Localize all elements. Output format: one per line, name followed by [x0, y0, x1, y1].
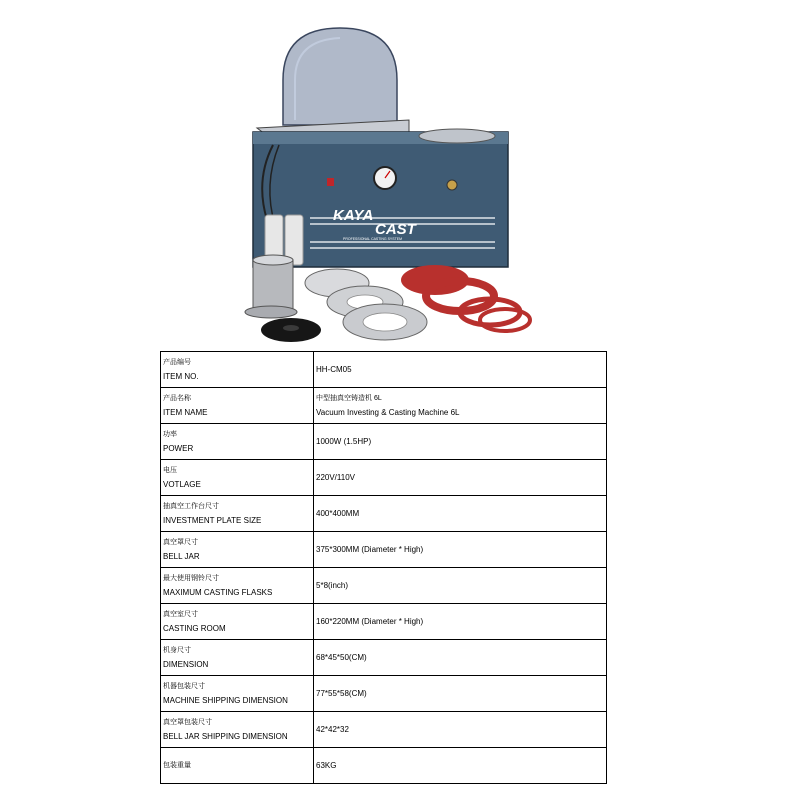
- bell-jar: [283, 28, 397, 125]
- spec-value: 220V/110V: [316, 472, 355, 482]
- spec-label-cn: 最大使用钢铃尺寸: [163, 574, 219, 582]
- spec-label-cell: [161, 604, 314, 640]
- spec-value-cell: [314, 748, 607, 784]
- table-row: [161, 532, 607, 568]
- spec-value-cn: 中型抽真空铸造机 6L: [316, 394, 382, 402]
- brand-line1: KAYA: [333, 207, 374, 224]
- spec-label-cell: [161, 424, 314, 460]
- table-row: [161, 676, 607, 712]
- spec-value-cell: [314, 352, 607, 388]
- product-photo: [225, 20, 545, 350]
- spec-value-cell: [314, 568, 607, 604]
- spec-label-en: ITEM NO.: [163, 371, 199, 381]
- spec-value: 77*55*58(CM): [316, 688, 367, 698]
- spec-label-cn: 产品编号: [163, 358, 191, 366]
- spec-label-en: ITEM NAME: [163, 407, 208, 417]
- table-row: [161, 712, 607, 748]
- spec-value: 68*45*50(CM): [316, 652, 367, 662]
- spec-value: 400*400MM: [316, 508, 360, 518]
- spec-label-cn: 功率: [163, 430, 177, 438]
- table-row: [161, 496, 607, 532]
- table-row: [161, 640, 607, 676]
- spec-label-en: MAXIMUM CASTING FLASKS: [163, 587, 273, 597]
- spec-label-cn: 真空罩尺寸: [163, 538, 198, 546]
- spec-value: 375*300MM (Diameter * High): [316, 544, 424, 554]
- table-row: [161, 460, 607, 496]
- table-row: [161, 568, 607, 604]
- red-gasket-4: [480, 309, 530, 331]
- spec-value-cell: [314, 496, 607, 532]
- spec-value-cell: [314, 460, 607, 496]
- spec-label-cn: 机器包装尺寸: [163, 682, 205, 690]
- spec-label-cn: 抽真空工作台尺寸: [163, 502, 219, 510]
- spec-value-cell: [314, 388, 607, 424]
- brand-subtitle: PROFESSIONAL CASTING SYSTEM: [343, 237, 402, 241]
- spec-label-cn: 电压: [163, 466, 177, 474]
- table-row: [161, 424, 607, 460]
- table-row: [161, 388, 607, 424]
- spec-value: 63KG: [316, 760, 337, 770]
- spec-value-cell: [314, 424, 607, 460]
- table-row: [161, 352, 607, 388]
- spec-label-en: BELL JAR SHIPPING DIMENSION: [163, 731, 288, 741]
- spec-label-cell: [161, 748, 314, 784]
- spec-label-cn: 产品名称: [163, 394, 191, 402]
- spec-label-cell: [161, 568, 314, 604]
- power-switch: [327, 178, 334, 186]
- table-row: [161, 748, 607, 784]
- spec-value-cell: [314, 712, 607, 748]
- spec-label-cn: 真空罩包装尺寸: [163, 718, 212, 726]
- spec-value: 1000W (1.5HP): [316, 436, 372, 446]
- spec-label-cell: [161, 532, 314, 568]
- spec-label-cn: 机身尺寸: [163, 646, 191, 654]
- spec-label-cell: [161, 676, 314, 712]
- spec-value-cell: [314, 640, 607, 676]
- spec-label-cell: [161, 640, 314, 676]
- spec-label-en: CASTING ROOM: [163, 623, 226, 633]
- spec-value: 42*42*32: [316, 724, 349, 734]
- spec-value: HH-CM05: [316, 364, 352, 374]
- spec-value-cell: [314, 532, 607, 568]
- spec-table: [160, 351, 607, 784]
- spec-label-cn: 包装重量: [163, 761, 191, 769]
- spec-label-cell: [161, 712, 314, 748]
- spec-label-cell: [161, 388, 314, 424]
- spec-label-en: VOTLAGE: [163, 479, 201, 489]
- spec-value: 160*220MM (Diameter * High): [316, 616, 424, 626]
- casting-chamber: [419, 129, 495, 143]
- table-row: [161, 604, 607, 640]
- spec-value-cell: [314, 604, 607, 640]
- spec-label-cell: [161, 460, 314, 496]
- brand-line2: CAST: [375, 221, 416, 238]
- spec-label-en: POWER: [163, 443, 194, 453]
- spec-label-en: BELL JAR: [163, 551, 200, 561]
- spec-label-cell: [161, 352, 314, 388]
- valve-icon: [447, 180, 457, 190]
- spec-label-cn: 真空室尺寸: [163, 610, 198, 618]
- casting-flask: [253, 260, 293, 310]
- spec-value: Vacuum Investing & Casting Machine 6L: [316, 407, 460, 417]
- spec-label-en: MACHINE SHIPPING DIMENSION: [163, 695, 288, 705]
- spec-label-cell: [161, 496, 314, 532]
- spec-label-en: INVESTMENT PLATE SIZE: [163, 515, 262, 525]
- spec-value: 5*8(inch): [316, 580, 349, 590]
- spec-value-cell: [314, 676, 607, 712]
- spec-label-en: DIMENSION: [163, 659, 209, 669]
